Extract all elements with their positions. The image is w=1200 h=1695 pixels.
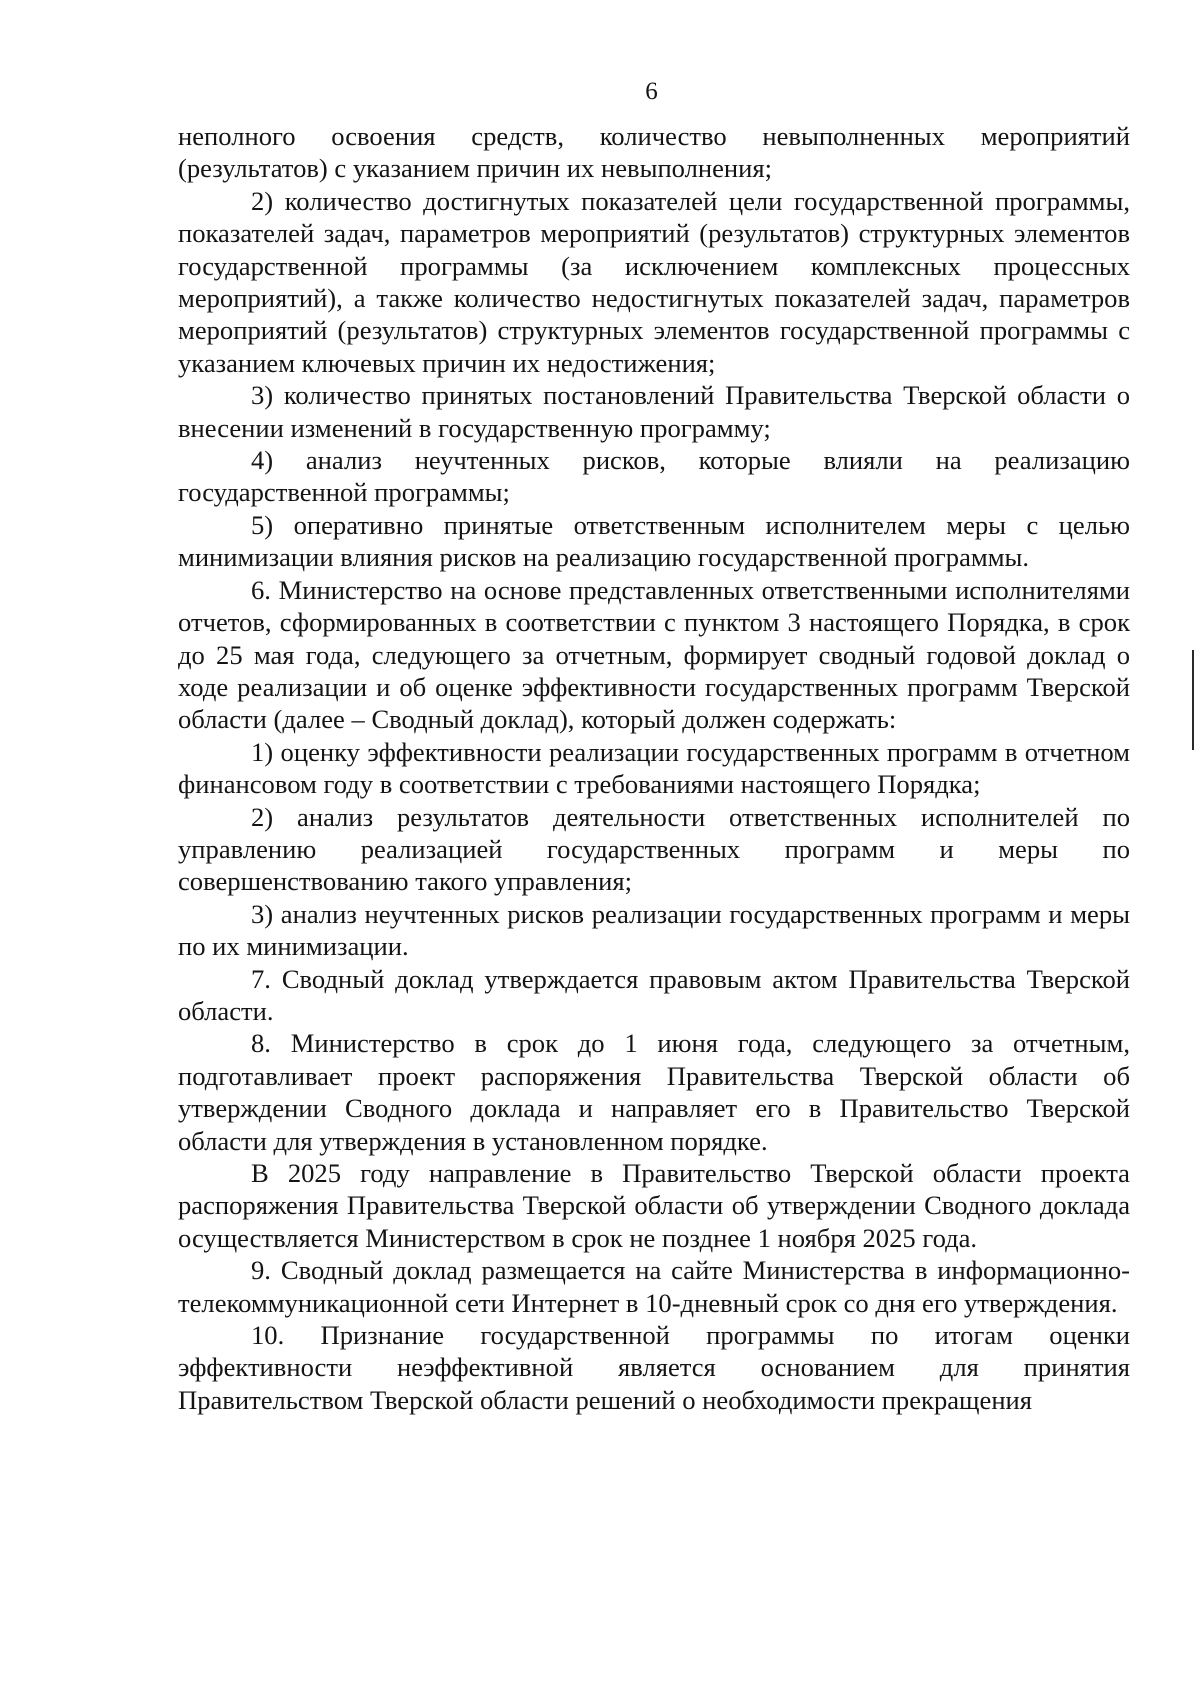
paragraph-clause-8-2025: В 2025 году направление в Правительство Тверской области проекта распоряжения Правительства Тверской области об утверждении Сводного доклада осуществляется Министерством в срок не позднее 1 ноября 2025 года. bbox=[178, 1158, 1130, 1253]
paragraph-clause-8: 8. Министерство в срок до 1 июня года, следующего за отчетным, подготавливает проект распоряжения Правительства Тверской области об утверждении Сводного доклада и направляет его в Правительство Тверской области для утверждения в установленном порядке. bbox=[178, 1028, 1130, 1156]
paragraph-item-4: 4) анализ неучтенных рисков, которые влияли на реализацию государственной программы; bbox=[178, 445, 1130, 508]
paragraph-clause-10: 10. Признание государственной программы по итогам оценки эффективности неэффективной является основанием для принятия Правительством Тверской области решений о необходимости прекращения bbox=[178, 1320, 1130, 1415]
paragraph-clause-6-item-1: 1) оценку эффективности реализации государственных программ в отчетном финансовом году в соответствии с требованиями настоящего Порядка; bbox=[178, 736, 1130, 800]
paragraph-item-3: 3) количество принятых постановлений Правительства Тверской области о внесении изменений в государственную программу; bbox=[178, 380, 1130, 443]
paragraph-clause-6-item-3: 3) анализ неучтенных рисков реализации государственных программ и меры по их минимизации. bbox=[178, 898, 1130, 962]
paragraph-clause-7: 7. Сводный доклад утверждается правовым актом Правительства Тверской области. bbox=[178, 963, 1130, 1026]
document-body bbox=[178, 120, 1130, 1416]
paragraph-clause-9: 9. Сводный доклад размещается на сайте Министерства в информационно-телекоммуникационной сети Интернет в 10-дневный срок со дня его утверждения. bbox=[178, 1255, 1130, 1318]
paragraph-clause-6: 6. Министерство на основе представленных ответственными исполнителями отчетов, сформированных в соответствии с пунктом 3 настоящего Порядка, в срок до 25 мая года, следующего за отчетным, формирует сводный годовой доклад о ходе реализации и об оценке эффективности государственных программ Тверской области (далее – Сводный доклад), который должен содержать: bbox=[178, 574, 1130, 735]
paragraph-item-2: 2) количество достигнутых показателей цели государственной программы, показателей задач, параметров мероприятий (результатов) структурных элементов государственной программы (за исключением комплексных процессных мероприятий), а также количество недостигнутых показателей задач, параметров мероприятий (результатов) структурных элементов государственной программы с указанием ключевых причин их недостижения; bbox=[178, 185, 1130, 378]
paragraph-item-5: 5) оперативно принятые ответственным исполнителем меры с целью минимизации влияния рисков на реализацию государственной программы. bbox=[178, 509, 1130, 573]
scan-edge-mark bbox=[1192, 650, 1194, 750]
page-number: 6 bbox=[645, 78, 658, 105]
paragraph-clause-6-item-2: 2) анализ результатов деятельности ответственных исполнителей по управлению реализацией государственных программ и меры по совершенствованию такого управления; bbox=[178, 801, 1130, 897]
paragraph-continuation: неполного освоения средств, количество невыполненных мероприятий (результатов) с указанием причин их невыполнения; bbox=[178, 121, 1130, 184]
